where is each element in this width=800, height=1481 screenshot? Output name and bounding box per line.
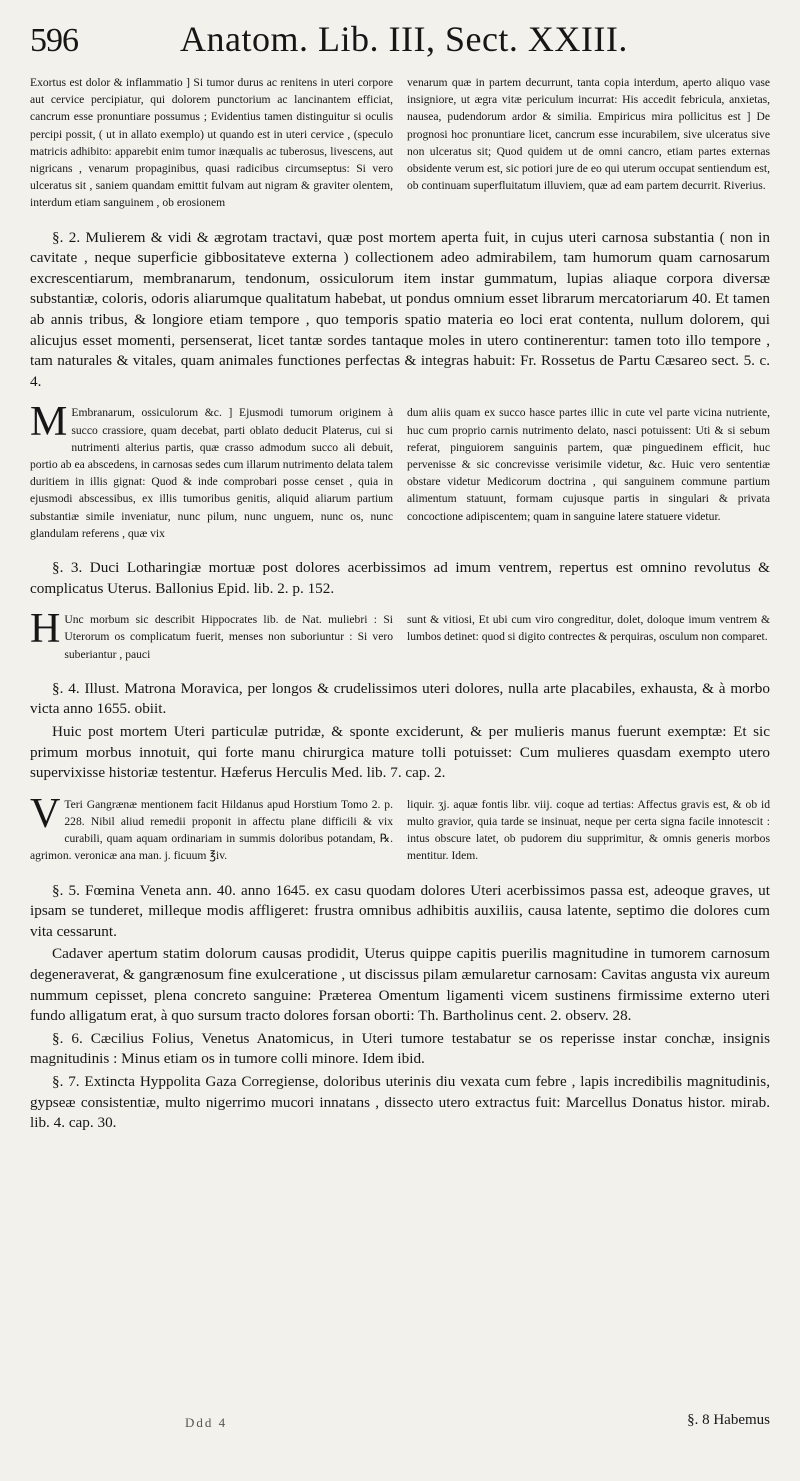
drop-capital: V (30, 790, 61, 837)
drop-capital: M (30, 399, 68, 446)
commentary-text: venarum quæ in partem decurrunt, tanta copia interdum, aperto aliquo vase insigniore, ut ægra vitæ periculum incurrat: His accedit febricula, anxietas, nausea, pudendorum ardor & similia. Empiricus mira pollicitus est ] De prognosi hoc pronuntiare licet, cancrum esse incurabilem, sive ulceratus sive non ulceratus sit; Quod quidem ut de omni cancro, etiam partes externas obsidente verum est, sic potiori jure de eo qui uterum occupat sentiendum est, ob continuam superfluitatum illuviem, quæ ad eam partem decurrit. Riverius. (407, 76, 770, 193)
section-2: §. 2. Mulierem & vidi & ægrotam tractavi, quæ post mortem aperta fuit, in cujus uteri carnosa substantia ( non in cavitate , neque superficie gibbositateve externa ) collectionem adeo admirabilem, tam humorum quam carnosarum excrescentiarum, membranarum, tendonum, ossiculorum item instar gummatum, lupias aliaque corpora diversæ substantiæ, coloris, odoris aliarumque qualitatum habebat, ut pondus omnium esset librarum mercatoriarum 40. Et tamen ab annis tribus, & longiore etiam tempore , quo temporis spatio materia eo loci erat contenta, nullum dolorem, qui alicujus esset momenti, persenserat, licet tantæ sordes tantaque moles in utero continerentur: tamen toto illo tempore , tam naturales & vitales, quam animales functiones perfectas & integras habuit: Fr. Rossetus de Partu Cæsareo sect. 5. c. 4. (30, 228, 770, 390)
page-header (30, 18, 770, 70)
section-6: §. 6. Cæcilius Folius, Venetus Anatomicus, in Uteri tumore testabatur se os reperisse instar conchæ, insignis magnitudinis : Minus etiam os in tumore colli minore. Idem ibid. (30, 1029, 770, 1068)
commentary-block-1 (30, 74, 770, 214)
commentary-text: sunt & vitiosi, Et ubi cum viro congreditur, dolet, doloque imum ventrem & lumbos detinet: quod si digito contrectes & perquiras, osculum non comparet. (407, 613, 770, 644)
commentary-right-column (407, 796, 770, 867)
page-number: 596 (30, 22, 78, 59)
commentary-left-column (30, 74, 393, 214)
commentary-text: Embranarum, ossiculorum &c. ] Ejusmodi tumorum originem à succo crassiore, quam decebat, parti oblato deducit Platerus, cui si nutrimenti alterius partis, quæ crasso admodum succo ali debuit, portio ab ea abscedens, in carnosas sedes cum illarum nutrimento delata talem duritiem in illis gignat: Quod & inde comprobari posse censet , quia in ejusmodi abscessibus, ex illis tumoribus genitis, aliquid aliarum partium substantiæ simile inveniatur, nunc pilum, nunc unguem, nunc os, nunc glandulam referens , quæ vix (30, 406, 393, 540)
signature-mark: Ddd 4 (185, 1415, 228, 1430)
section-7: §. 7. Extincta Hyppolita Gaza Corregiense, doloribus uterinis diu vexata cum febre , lapis incredibilis magnitudinis, gypseæ consistentiæ, multo nigerrimo mucori innatans , dissecto utero extractus fuit: Marcellus Donatus histor. mirab. lib. 4. cap. 30. (30, 1072, 770, 1132)
commentary-text: dum aliis quam ex succo hasce partes illic in cute vel parte vicina nutriente, huc cum proprio carnis nutrimento delato, nasci potuissent: Uti & si sebum referat, pinguiorem sanguinis partem, quæ pinguedinem efficit, huc pervenisse & sic concrevisse verisimile videtur, &c. Huic vero sententiæ obstare videtur Medicorum doctrina , qui sanguinem commune partium alimentum statuunt, formam cujusque partis in singulari & privata concoctione adipiscentem; quam in sanguine latere statuere videtur. (407, 406, 770, 523)
drop-capital: H (30, 606, 61, 653)
running-title: Anatom. Lib. III, Sect. XXIII. (180, 19, 628, 59)
section-4-continued: Huic post mortem Uteri particulæ putridæ, & sponte exciderunt, & per mulieris manus fuerunt exemptæ: Et sic primum morbus innotuit, qui forte manu chirurgica mature tolli potuisset: Cum mulieres quasdam exempto utero supervixisse historiæ testentur. Hæferus Herculis Med. lib. 7. cap. 2. (30, 722, 770, 782)
commentary-block-2 (30, 399, 770, 544)
commentary-block-3 (30, 606, 770, 665)
section-5: §. 5. Fœmina Veneta ann. 40. anno 1645. ex casu quodam dolores Uteri acerbissimos passa est, adeoque graves, ut ipsam se tunderet, milleque modis affligeret: frustra omnibus adhibitis auxiliis, causa latente, septimo die dolores cum vita cessarunt. (30, 881, 770, 940)
commentary-right-column (407, 404, 770, 544)
commentary-text: Unc morbum sic describit Hippocrates lib. de Nat. muliebri : Si Uterorum os complicatum fuerit, menses non suboriuntur : Si vero suberiantur , pauci (64, 613, 393, 661)
commentary-right-column (407, 611, 770, 665)
commentary-block-4 (30, 790, 770, 867)
commentary-right-column (407, 74, 770, 214)
commentary-left-column (30, 790, 393, 867)
section-4: §. 4. Illust. Matrona Moravica, per longos & crudelissimos uteri dolores, nulla arte placabiles, exhausta, & à morbo victa anno 1655. obiit. (30, 679, 770, 718)
section-5-continued: Cadaver apertum statim dolorum causas prodidit, Uterus quippe capitis puerilis magnitudine in tumorem carnosum degeneraverat, & gangrænosum fine exulceratione , ut discissus pilam æmularetur carnosam: Cavitas angusta vix aureum nummum cepisset, plena concreto sanguine: Præterea Omentum ligamenti vicem sustinens firmissime externo uteri fundo alligatum erat, à quo sursum tracto dolores forsan oborti: Th. Bartholinus cent. 2. observ. 28. (30, 945, 770, 1025)
section-3: §. 3. Duci Lotharingiæ mortuæ post dolores acerbissimos ad imum ventrem, repertus est omnino revolutus & complicatus Uterus. Ballonius Epid. lib. 2. p. 152. (30, 559, 770, 597)
commentary-left-column (30, 399, 393, 544)
catchword: §. 8 Habemus (687, 1412, 770, 1428)
commentary-text: liquir. ʒj. aquæ fontis libr. viij. coque ad tertias: Affectus gravis est, & ob id multo gravior, quia tarde se insinuat, neque per certa signa facile innotescit : intus obscure latet, ob pudorem diu supprimitur, & omnis generis morbos mentitur. Idem. (407, 797, 770, 863)
commentary-left-column (30, 606, 393, 665)
commentary-text: Teri Gangrænæ mentionem facit Hildanus apud Horstium Tomo 2. p. 228. Nibil aliud remedii proponit in affectu plane difficili & vix curabili, quam aquam ordinariam in summis doloribus potandam, ℞. agrimon. veronicæ ana man. j. ficuum ℥iv. (30, 797, 393, 863)
commentary-text: Exortus est dolor & inflammatio ] Si tumor durus ac renitens in uteri corpore aut cervice percipiatur, qui dolorem punctorium ac lancinantem efficiat, cancrum esse pronuntiare possumus ; Evidentius tamen distinguitur si oculis percipi possit, ( ut in allato exemplo) ut quando est in uteri cervice , (speculo matricis adhibito: apparebit enim tumor inæqualis ac tuberosus, livescens, aut nigricans , venarum propaginibus, quasi radicibus circumseptus: Si vero ulceratus sit , saniem quandam emittit fulvam aut nigram & graviter olentem, interdum etiam sanguinem , ob erosionem (30, 76, 393, 210)
